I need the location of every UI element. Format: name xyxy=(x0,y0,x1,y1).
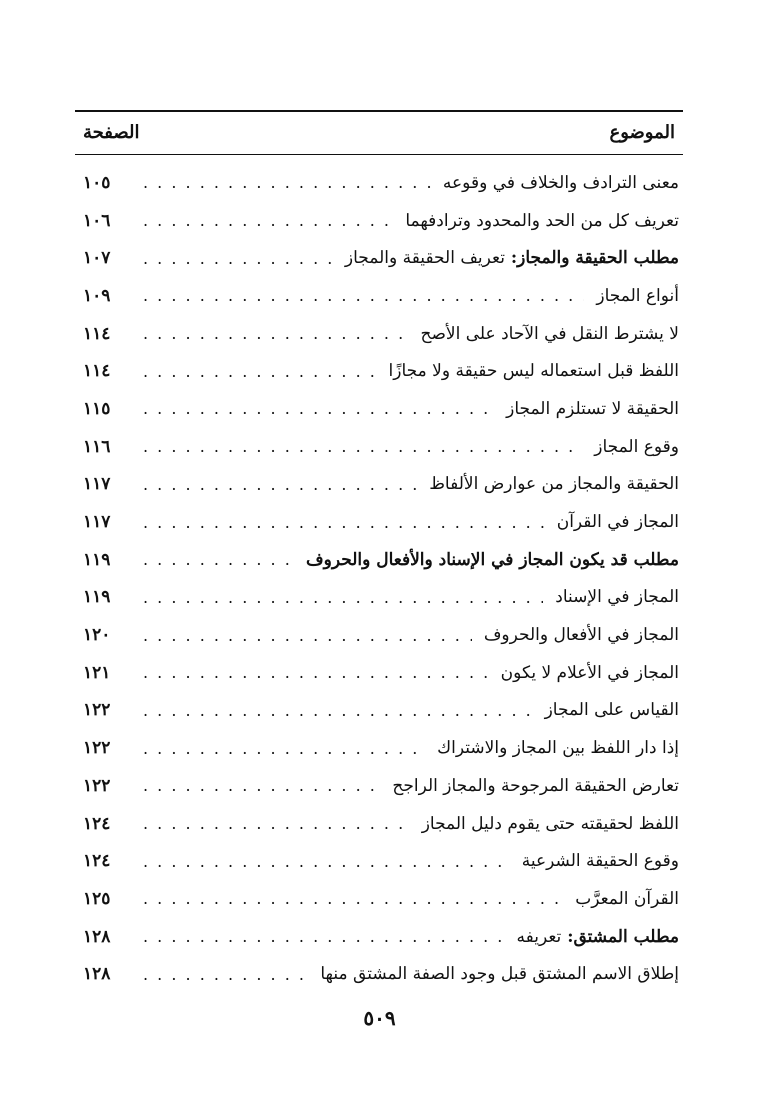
entry-page: ١١٤ xyxy=(83,323,111,344)
section-subtitle: تعريف الحقيقة والمجاز xyxy=(344,248,505,269)
top-rule xyxy=(75,110,683,112)
entry-title xyxy=(517,927,679,947)
entry-title xyxy=(345,248,679,268)
entry-page: ١١٧ xyxy=(83,512,111,533)
entry-title: الحقيقة لا تستلزم المجاز xyxy=(506,398,679,419)
entry-title: الحقيقة والمجاز من عوارض الألفاظ xyxy=(429,474,679,495)
entry-title: القياس على المجاز xyxy=(544,700,679,721)
entry-page: ١٢٨ xyxy=(83,926,111,947)
toc-entry xyxy=(83,842,679,880)
entry-title: المجاز في الإسناد xyxy=(555,587,679,608)
header-rule xyxy=(75,154,683,155)
dot-leader xyxy=(143,286,584,305)
dot-leader xyxy=(143,852,510,871)
dot-leader xyxy=(143,173,431,192)
dot-leader xyxy=(143,739,425,758)
dot-leader xyxy=(143,475,417,494)
entry-title: معنى الترادف والخلاف في وقوعه xyxy=(442,172,679,193)
toc-entry xyxy=(83,616,679,654)
entry-page: ١٢٤ xyxy=(83,851,111,872)
page-column-label: الصفحة xyxy=(83,121,140,143)
entry-page: ١٢٢ xyxy=(83,775,111,796)
entry-page: ١٠٧ xyxy=(83,248,111,269)
dot-leader xyxy=(143,814,410,833)
toc-entry xyxy=(83,579,679,617)
entry-page: ١١٥ xyxy=(83,398,111,419)
toc-header xyxy=(83,116,675,148)
toc-entry xyxy=(83,692,679,730)
dot-leader xyxy=(143,211,393,230)
entry-page: ١١٩ xyxy=(83,587,111,608)
entry-title: المجاز في الأعلام لا يكون xyxy=(500,662,679,683)
toc-entry xyxy=(83,239,679,277)
toc-entry xyxy=(83,805,679,843)
entry-title: أنواع المجاز xyxy=(596,285,679,306)
entry-title: اللفظ لحقيقته حتى يقوم دليل المجاز xyxy=(421,813,679,834)
dot-leader xyxy=(143,927,505,946)
dot-leader xyxy=(143,776,380,795)
entry-title: اللفظ قبل استعماله ليس حقيقة ولا مجازًا xyxy=(388,361,679,382)
toc-entry xyxy=(83,390,679,428)
toc-entry xyxy=(83,164,679,202)
entry-page: ١٠٦ xyxy=(83,210,111,231)
toc-list xyxy=(83,164,679,993)
entry-page: ١١٩ xyxy=(83,549,111,570)
section-heading: مطلب المشتق: xyxy=(567,926,679,947)
toc-entry xyxy=(83,428,679,466)
toc-entry xyxy=(83,503,679,541)
dot-leader xyxy=(143,965,308,984)
dot-leader xyxy=(143,399,494,418)
toc-entry xyxy=(83,767,679,805)
entry-title: إذا دار اللفظ بين المجاز والاشتراك xyxy=(437,738,679,759)
page-number-footer: ٥٠٩ xyxy=(363,1006,396,1030)
entry-page: ١٠٩ xyxy=(83,285,111,306)
entry-page: ١١٦ xyxy=(83,436,111,457)
toc-entry xyxy=(83,654,679,692)
topic-column-label: الموضوع xyxy=(609,121,675,143)
entry-page: ١٢٤ xyxy=(83,813,111,834)
dot-leader xyxy=(143,249,333,268)
entry-page: ١٢٨ xyxy=(83,964,111,985)
toc-entry xyxy=(83,352,679,390)
entry-title: تعريف كل من الحد والمحدود وترادفهما xyxy=(405,210,679,231)
dot-leader xyxy=(143,588,543,607)
entry-page: ١١٤ xyxy=(83,361,111,382)
dot-leader xyxy=(143,701,533,720)
entry-title: المجاز في القرآن xyxy=(556,512,679,533)
toc-entry xyxy=(83,315,679,353)
section-subtitle: تعريفه xyxy=(516,926,562,947)
toc-entry xyxy=(83,880,679,918)
entry-page: ١٢٥ xyxy=(83,888,111,909)
toc-entry xyxy=(83,955,679,993)
entry-page: ١١٧ xyxy=(83,474,111,495)
entry-title: المجاز في الأفعال والحروف xyxy=(483,625,679,646)
entry-page: ١٢٢ xyxy=(83,700,111,721)
dot-leader xyxy=(143,626,472,645)
entry-title: إطلاق الاسم المشتق قبل وجود الصفة المشتق منها xyxy=(320,964,679,985)
toc-entry xyxy=(83,541,679,579)
entry-title: وقوع الحقيقة الشرعية xyxy=(521,851,679,872)
entry-page: ١٢٢ xyxy=(83,738,111,759)
dot-leader xyxy=(143,663,489,682)
toc-entry xyxy=(83,202,679,240)
entry-title: مطلب قد يكون المجاز في الإسناد والأفعال والحروف xyxy=(306,549,679,570)
entry-page: ١٢٠ xyxy=(83,625,111,646)
entry-title: لا يشترط النقل في الآحاد على الأصح xyxy=(420,323,679,344)
toc-entry xyxy=(83,466,679,504)
toc-entry xyxy=(83,918,679,956)
dot-leader xyxy=(143,513,545,532)
entry-title: القرآن المعرَّب xyxy=(575,888,679,909)
toc-entry xyxy=(83,277,679,315)
dot-leader xyxy=(143,550,294,569)
section-heading: مطلب الحقيقة والمجاز: xyxy=(510,248,679,269)
entry-page: ١٢١ xyxy=(83,662,111,683)
dot-leader xyxy=(143,362,377,381)
dot-leader xyxy=(143,324,409,343)
entry-title: تعارض الحقيقة المرجوحة والمجاز الراجح xyxy=(392,775,679,796)
toc-entry xyxy=(83,729,679,767)
dot-leader xyxy=(143,889,563,908)
entry-title: وقوع المجاز xyxy=(594,436,679,457)
entry-page: ١٠٥ xyxy=(83,172,111,193)
dot-leader xyxy=(143,437,582,456)
